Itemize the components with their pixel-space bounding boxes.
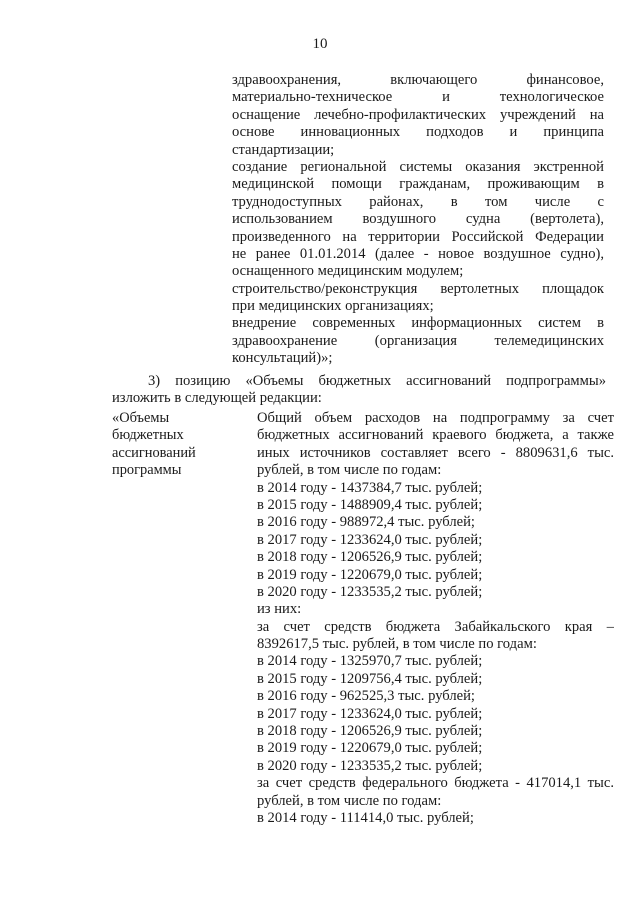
table-content-line: в 2019 году - 1220679,0 тыс. рублей;	[257, 740, 483, 757]
table-content-line: в 2016 году - 962525,3 тыс. рублей;	[257, 688, 475, 705]
table-content-line: за счет средств бюджета Забайкальского края –	[257, 618, 614, 635]
table-label-line: бюджетных	[112, 427, 184, 444]
text-line: создание региональной системы оказания экстренной	[232, 158, 604, 175]
table-content-line: в 2014 году - 1325970,7 тыс. рублей;	[257, 653, 483, 670]
table-content-line: из них:	[257, 601, 302, 618]
table-content-line: рублей, в том числе по годам:	[257, 462, 442, 479]
table-content-line: в 2018 году - 1206526,9 тыс. рублей;	[257, 549, 483, 566]
text-line: оснащение лечебно-профилактических учреждений на	[232, 106, 604, 123]
intro-line: 3) позицию «Объемы бюджетных ассигнований подпрограммы»	[148, 373, 606, 389]
intro-line: изложить в следующей редакции:	[112, 390, 322, 407]
table-content-line: в 2017 году - 1233624,0 тыс. рублей;	[257, 531, 483, 548]
text-line: труднодоступных районах, в том числе с	[232, 193, 604, 210]
table-content-line: за счет средств федерального бюджета - 417014,1 тыс.	[257, 775, 614, 792]
text-line: здравоохранение (организация телемедицинских	[232, 332, 604, 349]
amendment-intro	[112, 373, 606, 408]
text-line: не ранее 01.01.2014 (далее - новое воздушное судно),	[232, 245, 604, 262]
text-line: при медицинских организациях;	[232, 298, 434, 315]
page-number: 10	[312, 36, 328, 52]
text-line: здравоохранения, включающего финансовое,	[232, 72, 604, 88]
table-content-line: в 2018 году - 1206526,9 тыс. рублей;	[257, 723, 483, 740]
table-content-line: в 2019 году - 1220679,0 тыс. рублей;	[257, 566, 483, 583]
text-line: строительство/реконструкция вертолетных площадок	[232, 280, 604, 297]
table-content-line: бюджетных ассигнований краевого бюджета, а также	[257, 427, 614, 444]
table-content-column	[257, 410, 614, 827]
table-content-line: рублей, в том числе по годам:	[257, 792, 442, 809]
top-paragraphs	[232, 72, 604, 368]
text-line: консультаций)»;	[232, 350, 333, 367]
table-content-line: в 2014 году - 1437384,7 тыс. рублей;	[257, 479, 483, 496]
text-line: медицинской помощи гражданам, проживающим в	[232, 176, 604, 193]
table-content-line: иных источников составляет всего - 8809631,6 тыс.	[257, 444, 614, 461]
table-content-line: Общий объем расходов на подпрограмму за счет	[257, 410, 614, 426]
text-line: оснащенного медицинским модулем;	[232, 263, 464, 280]
table-content-line: в 2015 году - 1209756,4 тыс. рублей;	[257, 670, 483, 687]
table-label-line: «Объемы	[112, 410, 170, 426]
text-line: внедрение современных информационных систем в	[232, 315, 604, 332]
table-content-line: в 2016 году - 988972,4 тыс. рублей;	[257, 514, 475, 531]
text-line: стандартизации;	[232, 141, 335, 158]
text-line: основе инновационных подходов и принципа	[232, 124, 604, 141]
table-content-line: в 2020 году - 1233535,2 тыс. рублей;	[257, 757, 483, 774]
text-line: произведенного на территории Российской Федерации	[232, 228, 604, 245]
table-content-line: 8392617,5 тыс. рублей, в том числе по годам:	[257, 636, 537, 653]
table-label-column	[112, 410, 242, 480]
table-content-line: в 2014 году - 111414,0 тыс. рублей;	[257, 809, 474, 826]
table-content-line: в 2020 году - 1233535,2 тыс. рублей;	[257, 583, 483, 600]
text-line: использованием воздушного судна (вертолета),	[232, 211, 604, 228]
table-content-line: в 2017 году - 1233624,0 тыс. рублей;	[257, 705, 483, 722]
table-label-line: ассигнований	[112, 444, 196, 461]
text-line: материально-техническое и технологическое	[232, 89, 604, 106]
table-content-line: в 2015 году - 1488909,4 тыс. рублей;	[257, 496, 483, 513]
table-label-line: программы	[112, 462, 182, 479]
